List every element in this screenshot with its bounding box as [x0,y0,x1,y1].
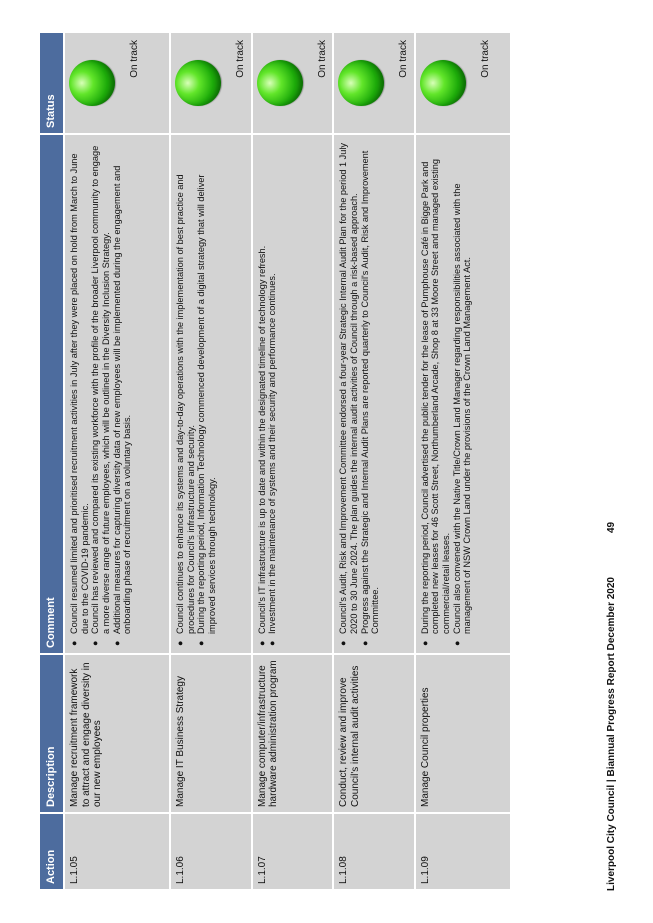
bullet-icon: ● [419,640,430,646]
action-description: Conduct, review and improve Council's internal audit activities [333,654,415,813]
comment-text: Council's Audit, Risk and Improvement Committee endorsed a four-year Strategic Internal Audit Plan for the period 1 July 2020 to 30 June 2024. The plan guides the internal audit activities of Council through a risk-based approach. [338,143,359,634]
action-table [38,31,512,891]
table-row [64,32,170,890]
action-code: L.1.06 [170,813,252,890]
comment-text: Council resumed limited and prioritised recruitment activities in July after they were placed on hold from March to June due to the COVID-19 pandemic. [69,153,90,634]
green-status-light-icon [338,60,384,106]
comment-cell [415,134,511,654]
action-code: L.1.09 [415,813,511,890]
status-cell [64,32,170,134]
status-cell [415,32,511,134]
table-header-row [39,32,64,890]
page-number: 49 [606,521,617,533]
comment-item [90,140,112,646]
bullet-icon: ● [111,640,122,646]
bullet-icon: ● [267,640,278,646]
status-label: On track [316,40,328,78]
comment-item [111,140,133,646]
bullet-icon: ● [90,640,101,646]
comment-cell [170,134,252,654]
comment-item [69,140,90,646]
action-code: L.1.08 [333,813,415,890]
table-row [333,32,415,890]
action-description: Manage computer/infrastructure hardware administration program [252,654,334,813]
status-label: On track [129,40,140,78]
bullet-icon: ● [175,640,185,646]
comment-text: During the reporting period, Council advertised the public tender for the lease of Pumphouse Café in Bigge Park and completed new leases for 46 Scott Street, Northumberland Arcade, Shop 8 at 33 Moore Street and managed existing commercial/retail leases. [419,159,452,634]
bullet-icon: ● [451,640,462,646]
bullet-icon: ● [196,640,207,646]
table-row [252,32,334,890]
action-code: L.1.05 [64,813,170,890]
bullet-icon: ● [256,640,267,646]
bullet-icon: ● [338,640,349,646]
green-status-light-icon [69,60,115,106]
comment-text: Council also convened with the Native Title/Crown Land Manager regarding responsibilities associated with the management of NSW Crown Land under the provisions of the Crown Land Management Act. [451,183,473,634]
comment-cell [64,134,170,654]
status-cell [333,32,415,134]
table-row [170,32,252,890]
comment-item [175,140,196,646]
status-label: On track [235,40,246,78]
report-title: Liverpool City Council | Biannual Progress Report December 2020 [606,577,617,891]
green-status-light-icon [420,60,466,106]
comment-text: Progress against the Strategic and Internal Audit Plans are reported quarterly to Council's Audit, Risk and Improvement Committee. [359,150,381,634]
header-status: Status [39,32,64,134]
comment-item [267,140,278,646]
comment-cell [333,134,415,654]
action-description: Manage IT Business Strategy [170,654,252,813]
status-label: On track [398,40,410,78]
comment-cell [252,134,334,654]
comment-text: Council continues to enhance its systems and day-to-day operations with the implementation of best practice and procedures for Council's infrastructure and security. [175,174,196,634]
comment-item [256,140,268,646]
green-status-light-icon [257,60,303,106]
header-comment: Comment [39,134,64,654]
action-description: Manage recruitment framework to attract and engage diversity in our new employees [64,654,170,813]
comment-text: Council has reviewed and compared its existing workforce with the profile of the broader Liverpool community to engage a more diverse range of future employees, which will be outlined in the Diversity Inclusion Strategy. [90,145,112,634]
action-description: Manage Council properties [415,654,511,813]
green-status-light-icon [175,60,221,106]
comment-text: Additional measures for capturing diversity data of new employees will be implemented during the engagement and onboarding phase of recruitment on a voluntary basis. [111,165,133,634]
bullet-icon: ● [69,640,79,646]
bullet-icon: ● [359,640,370,646]
page-footer [606,33,622,891]
comment-text: During the reporting period, Information Technology commenced development of a digital strategy that will deliver improved services through technology. [196,174,218,634]
comment-item [359,140,381,646]
comment-item [419,140,452,646]
comment-item [196,140,218,646]
table-row [415,32,511,890]
header-action: Action [39,813,64,890]
comment-item [451,140,473,646]
comment-text: Council's IT infrastructure is up to date and within the designated timeline of technology refresh. [256,245,267,634]
status-cell [252,32,334,134]
comment-text: Investment in the maintenance of systems and their security and performance continues. [267,273,278,634]
status-label: On track [479,40,491,78]
comment-item [338,140,359,646]
action-code: L.1.07 [252,813,334,890]
header-description: Description [39,654,64,813]
status-cell [170,32,252,134]
